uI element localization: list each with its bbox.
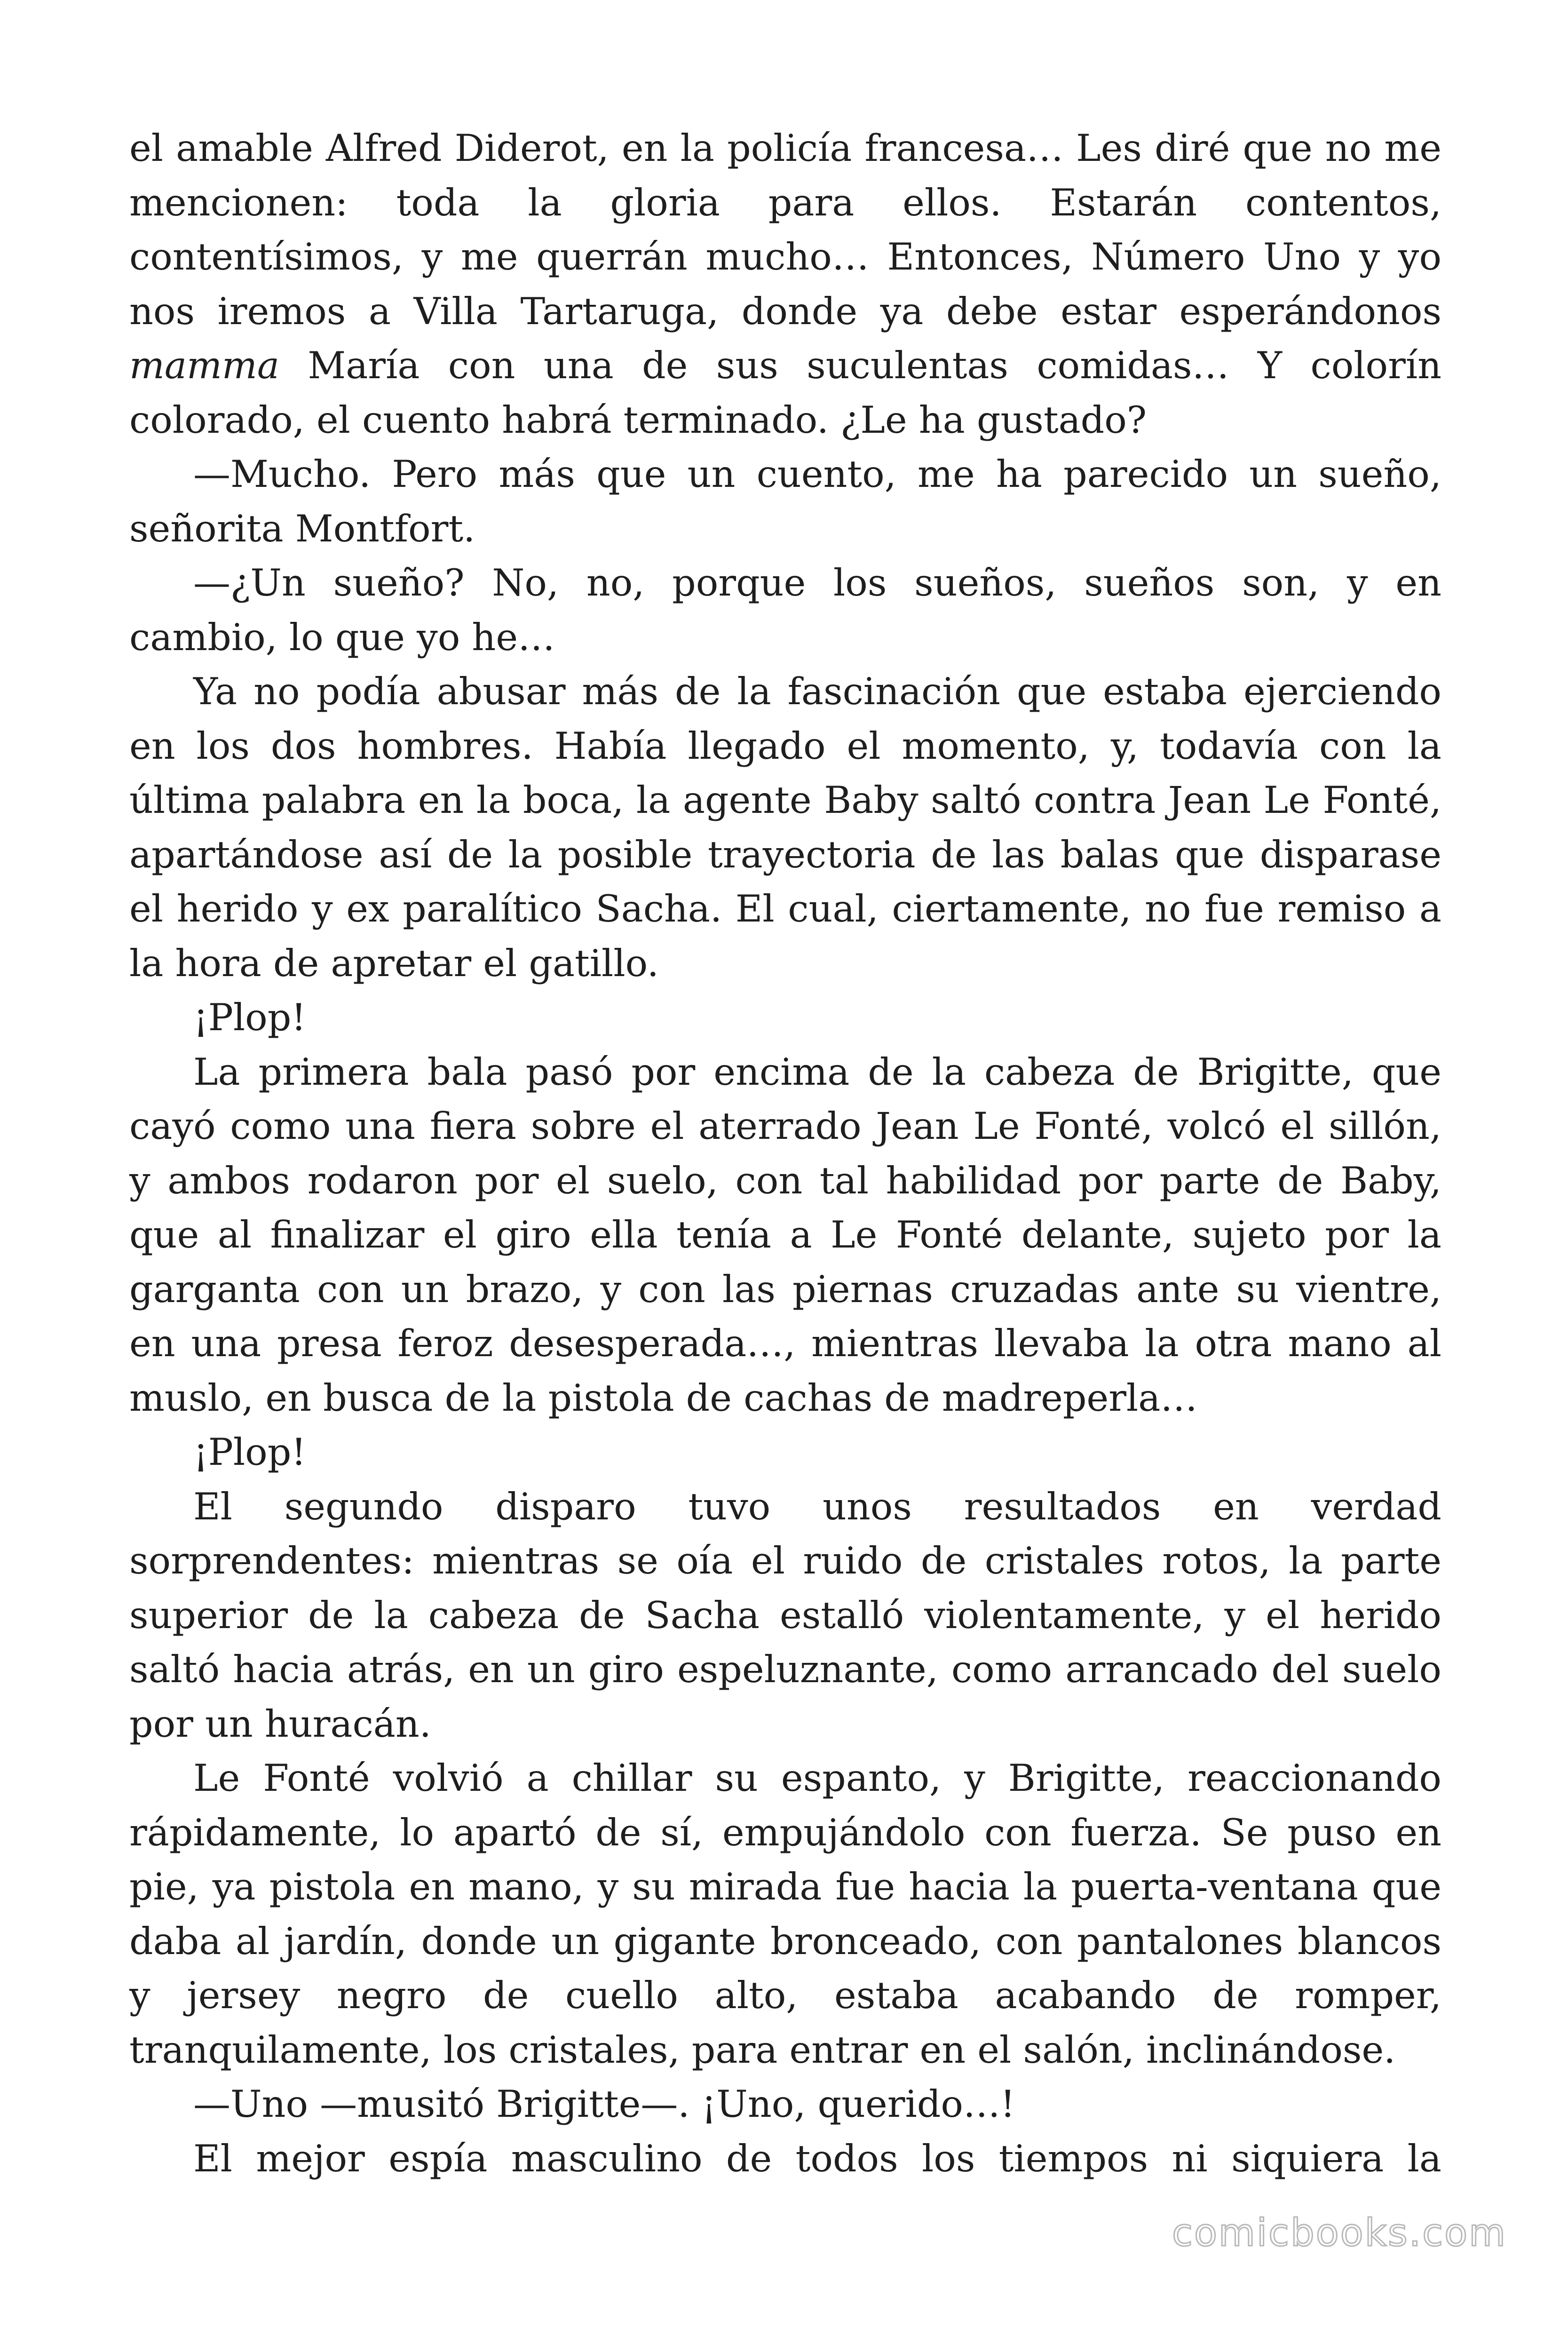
paragraph-10: —Uno —musitó Brigitte—. ¡Uno, querido…! [193,2082,1015,2126]
paragraph-2: —Mucho. Pero más que un cuento, me ha parecido un sueño, señorita Montfort. [129,453,1441,550]
italic-word: mamma [129,344,279,387]
paragraph-1 [129,121,1441,447]
paragraph-9: Le Fonté volvió a chillar su espanto, y Brigitte, reaccionando rápidamente, lo apartó de sí, empujándolo con fuerza. Se puso en pie, ya pistola en mano, y su mirada fue hacia la puerta-ventana que daba al jardín, donde un gigante bronceado, con pantalones blancos y jersey negro de cuello alto, estaba acabando de romper, tranquilamente, los cristales, para entrar en el salón, inclinándose. [129,1756,1441,2072]
paragraph-3: —¿Un sueño? No, no, porque los sueños, sueños son, y en cambio, lo que yo he… [129,561,1441,659]
paragraph-1-after: María con una de sus suculentas comidas… Y colorín colorado, el cuento habrá terminado. ¿Le ha gustado? [129,344,1441,442]
paragraph-6: La primera bala pasó por encima de la cabeza de Brigitte, que cayó como una fiera sobre el aterrado Jean Le Fonté, volcó el sillón, y ambos rodaron por el suelo, con tal habilidad por parte de Baby, que al finalizar el giro ella tenía a Le Fonté delante, sujeto por la garganta con un brazo, y con las piernas cruzadas ante su vientre, en una presa feroz desesperada…, mientras llevaba la otra mano al muslo, en busca de la pistola de cachas de madreperla… [129,1050,1441,1420]
paragraph-5: ¡Plop! [193,996,307,1039]
body-text [129,121,1441,2186]
paragraph-1-before: el amable Alfred Diderot, en la policía francesa… Les diré que no me mencionen: toda la gloria para ellos. Estarán contentos, contentísimos, y me querrán mucho… Entonces, Número Uno y yo nos iremos a Villa Tartaruga, donde ya debe estar esperándonos [129,127,1441,333]
watermark: comicbooks.com [1172,2211,1507,2255]
paragraph-11: El mejor espía masculino de todos los tiempos ni siquiera la [193,2137,1441,2180]
paragraph-8: El segundo disparo tuvo unos resultados en verdad sorprendentes: mientras se oía el ruido de cristales rotos, la parte superior de la cabeza de Sacha estalló violentamente, y el herido saltó hacia atrás, en un giro espeluznante, como arrancado del suelo por un huracán. [129,1485,1441,1746]
paragraph-7: ¡Plop! [193,1430,307,1474]
paragraph-4: Ya no podía abusar más de la fascinación que estaba ejerciendo en los dos hombres. Había llegado el momento, y, todavía con la última palabra en la boca, la agente Baby saltó contra Jean Le Fonté, apartándose así de la posible trayectoria de las balas que disparase el herido y ex paralítico Sacha. El cual, ciertamente, no fue remiso a la hora de apretar el gatillo. [129,670,1441,985]
